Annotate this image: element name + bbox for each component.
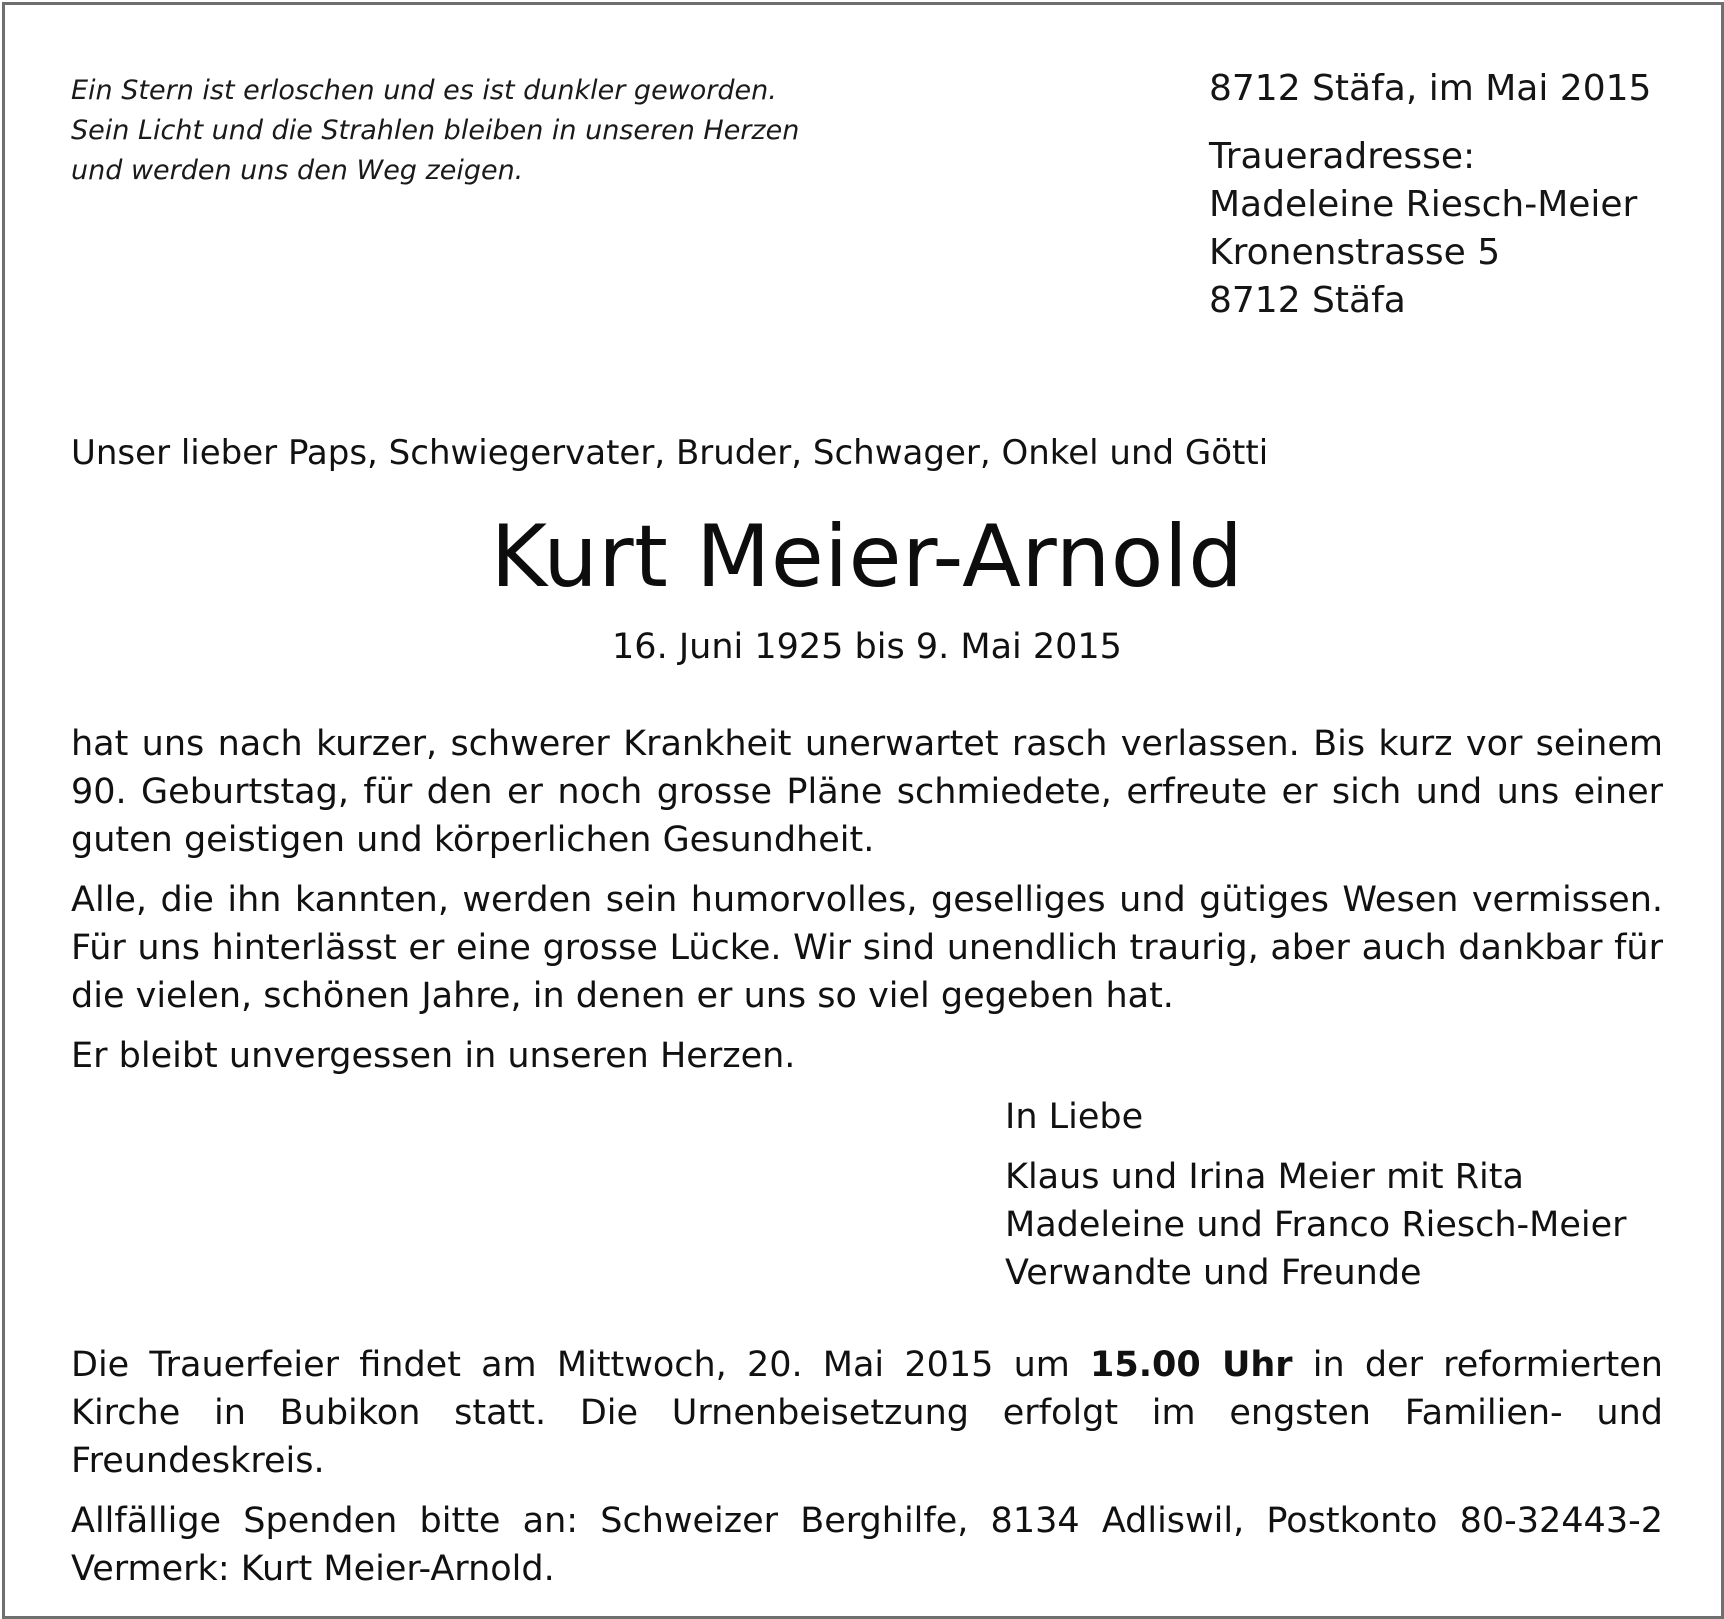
- mourner-name: Verwandte und Freunde: [1005, 1253, 1422, 1293]
- funeral-text: in der reformierten Kirche in Bubikon statt. Die Urnenbeisetzung erfolgt im engsten Familien- und Freundeskreis.: [71, 1345, 1663, 1481]
- funeral-details: [71, 1341, 1663, 1485]
- signature-block: [1005, 1093, 1627, 1297]
- intro-line: Unser lieber Paps, Schwiegervater, Bruder, Schwager, Onkel und Götti: [71, 433, 1269, 473]
- mourning-address-block: [1209, 65, 1651, 325]
- verse-line: Ein Stern ist erloschen und es ist dunkler geworden.: [71, 75, 777, 106]
- address-line: Madeleine Riesch-Meier: [1209, 184, 1638, 225]
- funeral-text: Die Trauerfeier findet am Mittwoch, 20. Mai 2015 um: [71, 1345, 1091, 1385]
- body-paragraph: Er bleibt unvergessen in unseren Herzen.: [71, 1036, 796, 1076]
- body-paragraph: Alle, die ihn kannten, werden sein humorvolles, geselliges und gütiges Wesen vermissen. Für uns hinterlässt er eine grosse Lücke. Wir sind unendlich traurig, aber auch dankbar für die vielen, schönen Jahre, in denen er uns so viel gegeben hat.: [71, 880, 1663, 1016]
- ceremony-info: [71, 1341, 1663, 1605]
- memorial-verse: [71, 71, 799, 191]
- mourner-name: Klaus und Irina Meier mit Rita: [1005, 1157, 1524, 1197]
- obituary-body: [71, 720, 1663, 1092]
- verse-line: Sein Licht und die Strahlen bleiben in unseren Herzen: [71, 115, 800, 146]
- donation-info: Allfällige Spenden bitte an: Schweizer Berghilfe, 8134 Adliswil, Postkonto 80-32443-2 Vermerk: Kurt Meier-Arnold.: [71, 1501, 1663, 1589]
- address-line: Kronenstrasse 5: [1209, 232, 1501, 273]
- body-paragraph: hat uns nach kurzer, schwerer Krankheit unerwartet rasch verlassen. Bis kurz vor seinem 90. Geburtstag, für den er noch grosse Pläne schmiedete, erfreute er sich und uns einer guten geistigen und körperlichen Gesundheit.: [71, 724, 1663, 860]
- mourner-name: Madeleine und Franco Riesch-Meier: [1005, 1205, 1627, 1245]
- funeral-time: 15.00 Uhr: [1090, 1345, 1293, 1385]
- place-date: 8712 Stäfa, im Mai 2015: [1209, 68, 1652, 109]
- life-dates: 16. Juni 1925 bis 9. Mai 2015: [612, 627, 1122, 667]
- address-label: Traueradresse:: [1209, 136, 1476, 177]
- obituary-notice: [2, 2, 1724, 1619]
- closing-text: In Liebe: [1005, 1097, 1144, 1137]
- deceased-name: Kurt Meier-Arnold: [490, 507, 1244, 607]
- verse-line: und werden uns den Weg zeigen.: [71, 155, 524, 186]
- address-line: 8712 Stäfa: [1209, 280, 1406, 321]
